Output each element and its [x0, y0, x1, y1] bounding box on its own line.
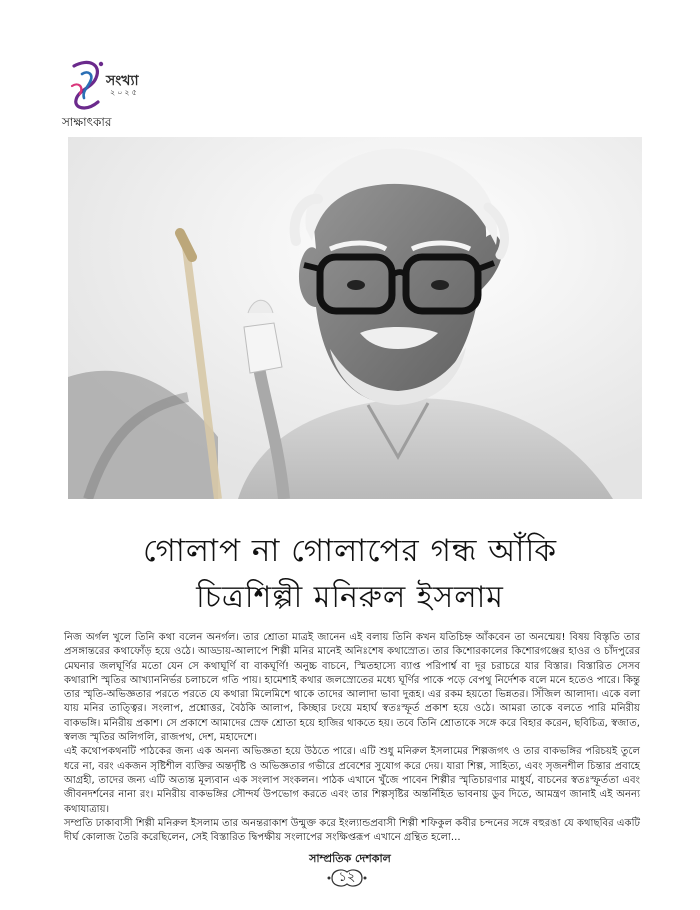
article-paragraph: এই কথোপকথনটি পাঠকের জন্য এক অনন্য অভিজ্ঞতা হয়ে উঠতে পারে। এটি শুধু মনিরুল ইসলামের শিল্পজগৎ ও তার বাকভঙ্গির পরিচয়ই তুলে ধরে না, বরং একজন সৃষ্টিশীল ব্যক্তির অন্তর্দৃষ্টি ও অভিজ্ঞতার গভীরে প্রবেশের সুযোগ করে দেয়। যারা শিল্প, সাহিত্য, এবং সৃজনশীল চিন্তার প্রবাহে আগ্রহী, তাদের জন্য এটি অত্যন্ত মূল্যবান এক সংলাপ সংকলন। পাঠক এখানে খুঁজে পাবেন শিল্পীর স্মৃতিচারণার মাধুর্য, বাচনের স্বতঃস্ফূর্ততা এবং জীবনদর্শনের নানা রং। মনিরীয় বাকভঙ্গির সৌন্দর্য উপভোগ করতে এবং তার শিল্পসৃষ্টির অন্তর্নিহিত ভাবনায় ডুব দিতে, আমন্ত্রণ জানাই এই অনন্য কথাযাত্রায়। [64, 746, 640, 815]
article-subtitle: চিত্রশিল্পী মনিরুল ইসলাম [196, 580, 504, 615]
section-label: সাক্ষাৎকার [62, 115, 112, 129]
page-number-text: ১২ [338, 870, 356, 885]
portrait-photo-icon [68, 137, 642, 499]
article-title: গোলাপ না গোলাপের গন্ধ আঁকি [142, 533, 558, 569]
magazine-name: সাম্প্রতিক দেশকাল [309, 852, 391, 865]
logo-word: সংখ্যা [106, 73, 139, 89]
page-number [326, 866, 368, 890]
portrait-photo [68, 137, 642, 499]
article-body [64, 631, 640, 845]
logo-year: ২০২৫ [110, 88, 139, 97]
magazine-logo [68, 56, 178, 114]
article-paragraph: সম্প্রতি ঢাকাবাসী শিল্পী মনিরুল ইসলাম তার অনন্তরাকাশ উন্মুক্ত করে ইংল্যান্ডপ্রবাসী শিল্পী শফিকুল কবীর চন্দনের সঙ্গে বহুরঙা যে কথাছবির একটি দীর্ঘ কোলাজ তৈরি করেছিলেন, সেই বিস্তারিত দ্বিপক্ষীয় সংলাপের সংক্ষিপ্তরূপ এখানে গ্রন্থিত হলো... [64, 817, 640, 844]
article-paragraph: নিজ অর্গল খুলে তিনি কথা বলেন অনর্গল। তার শ্রোতা মাত্রই জানেন এই বলায় তিনি কখন যতিচিহ্ন আঁকবেন তা অনন্মেয়! বিষয় বিস্তৃতি তার প্রসঙ্গান্তরের কথাফোঁড় হয়ে ওঠে। আড্ডায়-আলাপে শিল্পী মনির মানেই অনিঃশেষ কথাস্রোত। তার কিশোরকালের কিশোরগঞ্জের হাওর ও চাঁদপুরের মেঘনার জলঘূর্ণির মতো যেন সে কথাঘূর্ণি বা বাকঘূর্ণি! অনুচ্চ বাচনে, স্মিতহাস্যে ব্যাপ্ত পরিপার্শ্ব বা দূর চরাচরে যার বিস্তার। বিস্তারিত সেসব কথারাশি স্মৃতির আখ্যাননির্ভর চলাচলে গতি পায়। হামেশাই কথার জলস্রোতের মধ্যে ঘূর্ণির পাকে পড়ে বেপথু নির্দেশক বলে মনে হতেও পারে। কিন্তু তার স্মৃতি-অভিজ্ঞতার পরতে পরতে যে কথারা মিলেমিশে থাকে তাদের আলাদা ভাবা দুরূহ। এর রকম হয়তো ভিন্নতর। সিঁজিল আলাদা। একে বলা যায় মনির তাত্ত্বির। সংলাপ, প্রশ্নোত্তর, বৈঠকি আলাপ, কিচ্ছার ঢংয়ে মহার্ঘ স্বতঃস্ফূর্ত প্রকাশ হয়ে ওঠে। আমরা তাকে বলতে পারি মনিরীয় বাকভঙ্গি। মনিরীয় প্রকাশ। সে প্রকাশে আমাদের স্রেফ শ্রোতা হয়ে হাজির থাকতে হয়। তবে তিনি শ্রোতাকে সঙ্গে করে বিহার করেন, ছবিচিত্র, স্বজাত, স্বলজ স্মৃতির অলিগলি, রাজপথ, দেশ, মহাদেশে। [64, 632, 640, 744]
